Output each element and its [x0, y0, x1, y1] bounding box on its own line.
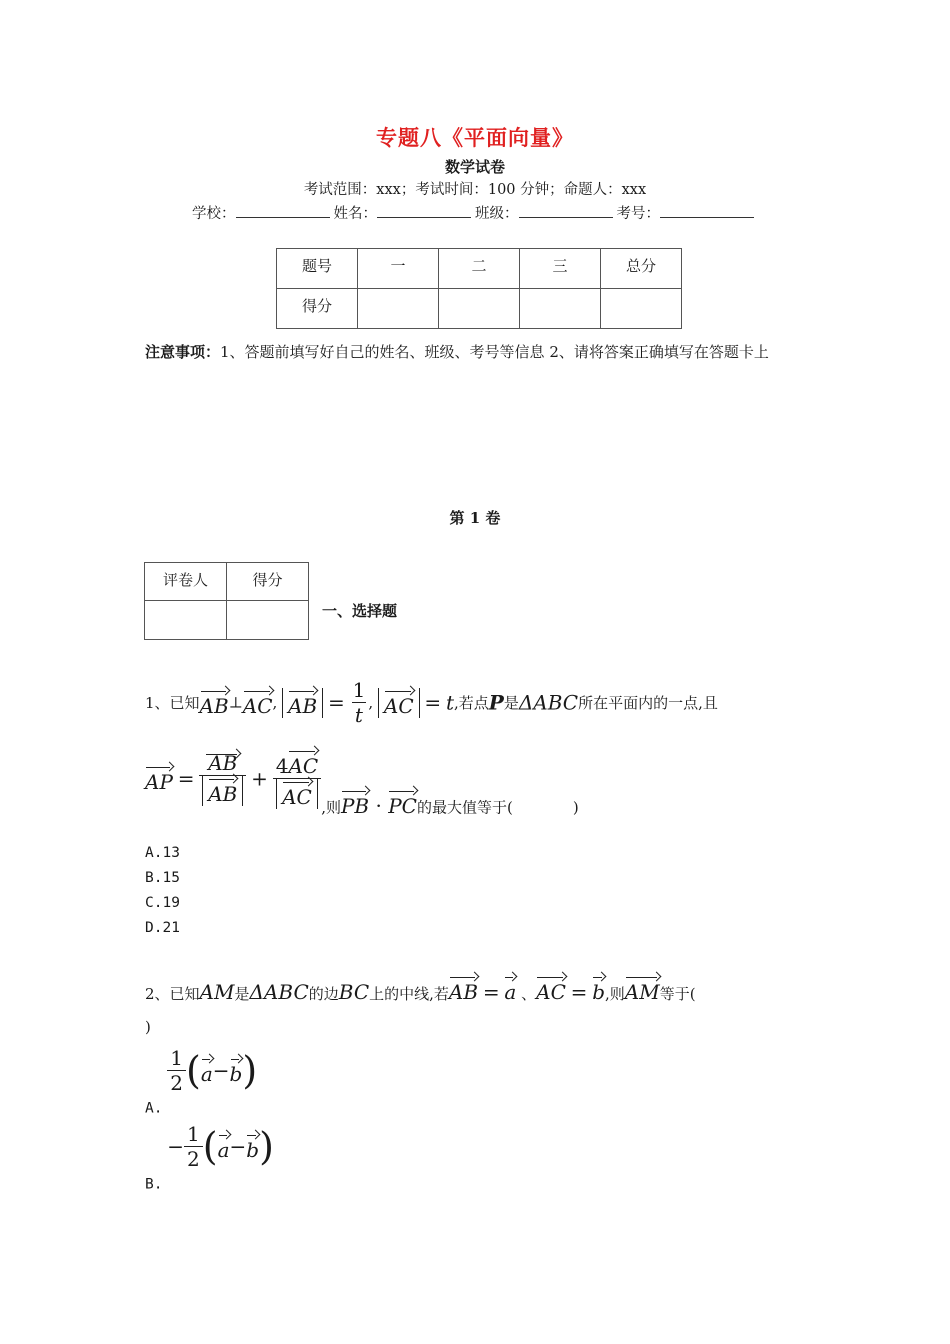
comma: , [368, 693, 374, 712]
field-name-blank[interactable] [377, 203, 471, 218]
fraction [350, 678, 369, 727]
q1-close: ) [572, 798, 579, 817]
field-class-label: 班级： [475, 206, 519, 222]
vec-AB: AB [208, 776, 237, 806]
perp-symbol: ⊥ [228, 693, 243, 712]
vec-AC: AC [536, 974, 566, 1004]
score-header-cell: 三 [520, 249, 601, 289]
eq-symbol: = [482, 980, 500, 1004]
q2-line1 [145, 974, 696, 1004]
eq-symbol: = [177, 766, 195, 791]
fraction-den: 2 [167, 1070, 186, 1095]
notice [145, 331, 815, 373]
vec-AM: AM [625, 974, 660, 1004]
vec-PB: PB [341, 788, 369, 818]
vec-AB: AB [449, 974, 478, 1004]
plus-symbol: + [251, 766, 268, 791]
q1-then: ,则 [321, 798, 341, 817]
score-header-cell: 二 [439, 249, 520, 289]
vec-b: b [230, 1056, 243, 1086]
fraction [273, 748, 321, 809]
option-label: A. [145, 1100, 163, 1117]
score-row-label: 得分 [277, 289, 358, 329]
field-number-label: 考号： [616, 206, 660, 222]
q2-option-b[interactable] [145, 1122, 274, 1193]
vec-AP: AP [145, 764, 173, 794]
minus-symbol: − [229, 1134, 247, 1159]
q2-then: ,则 [605, 985, 625, 1003]
vec-AB: AB [205, 751, 240, 775]
grader-header-cell: 得分 [227, 563, 309, 601]
paren-open: ( [202, 1124, 218, 1169]
fraction-num: 1 [170, 1046, 183, 1070]
score-table [276, 248, 682, 329]
vec-PC: PC [388, 788, 417, 818]
notice-text: 1、答题前填写好自己的姓名、班级、考号等信息 2、请将答案正确填写在答题卡上 [220, 343, 769, 361]
q1-line1 [145, 678, 718, 727]
score-cell[interactable] [358, 289, 439, 329]
q2-prefix: 2、已知 [145, 985, 200, 1003]
vec-a: a [218, 1132, 230, 1162]
abs-bar [378, 688, 420, 718]
field-number-blank[interactable] [660, 203, 754, 218]
coef-4: 4 [275, 754, 289, 778]
fraction-half [167, 1046, 186, 1095]
q1-option-a[interactable]: A.13 [145, 845, 180, 861]
grader-table [144, 562, 309, 640]
score-header-cell: 一 [358, 249, 439, 289]
vec-AC: AC [288, 748, 318, 778]
vec-AB: AB [288, 688, 317, 718]
q1-rest: 所在平面内的一点,且 [578, 694, 718, 712]
abs-bar [202, 776, 243, 806]
q1-max: 的最大值等于( [416, 798, 513, 817]
score-header-cell: 总分 [601, 249, 682, 289]
vec-AC: AC [243, 688, 273, 718]
triangle-ABC: ΔABC [249, 980, 309, 1004]
q2-is: 是 [234, 985, 250, 1003]
eq-symbol: = [570, 980, 588, 1004]
grader-header-cell: 评卷人 [145, 563, 227, 601]
field-class-blank[interactable] [519, 203, 613, 218]
score-header-cell: 题号 [277, 249, 358, 289]
eq-symbol: = [328, 690, 345, 715]
q1-is: 是 [503, 694, 519, 712]
q1-mid: ,若点 [454, 694, 489, 712]
grader-cell[interactable] [145, 601, 227, 640]
dot-symbol: · [369, 793, 389, 818]
fraction-num [273, 748, 321, 778]
q1-option-d[interactable]: D.21 [145, 920, 180, 936]
vec-AB: AB [200, 688, 229, 718]
vec-b: b [592, 974, 605, 1004]
q2-edge: 的边 [308, 985, 339, 1003]
volume-title: 第 1 卷 [449, 509, 501, 527]
q1-prefix: 1、已知 [145, 694, 200, 712]
var-t: t [445, 690, 454, 715]
paren-close: ) [242, 1048, 258, 1093]
eq-symbol: = [424, 690, 442, 715]
q2-eq-to: 等于( [659, 985, 696, 1003]
grader-cell[interactable] [227, 601, 309, 640]
segment-BC: BC [338, 980, 370, 1004]
score-cell[interactable] [601, 289, 682, 329]
minus-symbol: − [212, 1058, 230, 1083]
minus-symbol: − [167, 1134, 185, 1159]
fraction-half [184, 1122, 203, 1171]
abs-bar [276, 779, 318, 809]
exam-title: 专题八《平面向量》 [376, 125, 574, 150]
abs-bar [282, 688, 323, 718]
vec-AC: AC [282, 779, 312, 809]
vec-a: a [504, 974, 516, 1004]
fraction-num: 1 [187, 1122, 200, 1146]
exam-info: 考试范围：xxx；考试时间：100 分钟；命题人：xxx [303, 182, 647, 198]
vec-b: b [246, 1132, 259, 1162]
score-cell[interactable] [520, 289, 601, 329]
fraction-num: 1 [352, 678, 366, 702]
paren-open: ( [185, 1048, 201, 1093]
fraction-den [273, 778, 321, 809]
score-cell[interactable] [439, 289, 520, 329]
exam-subtitle: 数学试卷 [444, 158, 505, 176]
q1-option-c[interactable]: C.19 [145, 895, 180, 911]
vec-a: a [201, 1056, 213, 1086]
fraction [199, 751, 246, 806]
q1-line2 [145, 748, 579, 818]
var-P: P [488, 690, 504, 715]
field-school-blank[interactable] [236, 203, 330, 218]
q2-sep: 、 [521, 985, 537, 1003]
fraction-den: t [352, 702, 366, 727]
section-title: 一、选择题 [322, 602, 398, 620]
option-label: B. [145, 1176, 163, 1193]
fraction-den: 2 [184, 1146, 203, 1171]
field-name-label: 姓名： [333, 206, 377, 222]
notice-label: 注意事项： [145, 343, 221, 361]
q1-option-b[interactable]: B.15 [145, 870, 180, 886]
q2-option-a[interactable] [145, 1046, 257, 1117]
comma: , [272, 693, 278, 712]
segment-AM: AM [199, 980, 235, 1004]
triangle-ABC: ΔABC [518, 690, 579, 715]
student-fields [0, 202, 950, 223]
fraction-den [199, 775, 246, 806]
paren-close: ) [259, 1124, 274, 1169]
field-school-label: 学校： [192, 206, 236, 222]
q2-close: ) [145, 1018, 151, 1036]
vec-AC: AC [384, 688, 414, 718]
q2-mid: 上的中线,若 [369, 985, 449, 1003]
